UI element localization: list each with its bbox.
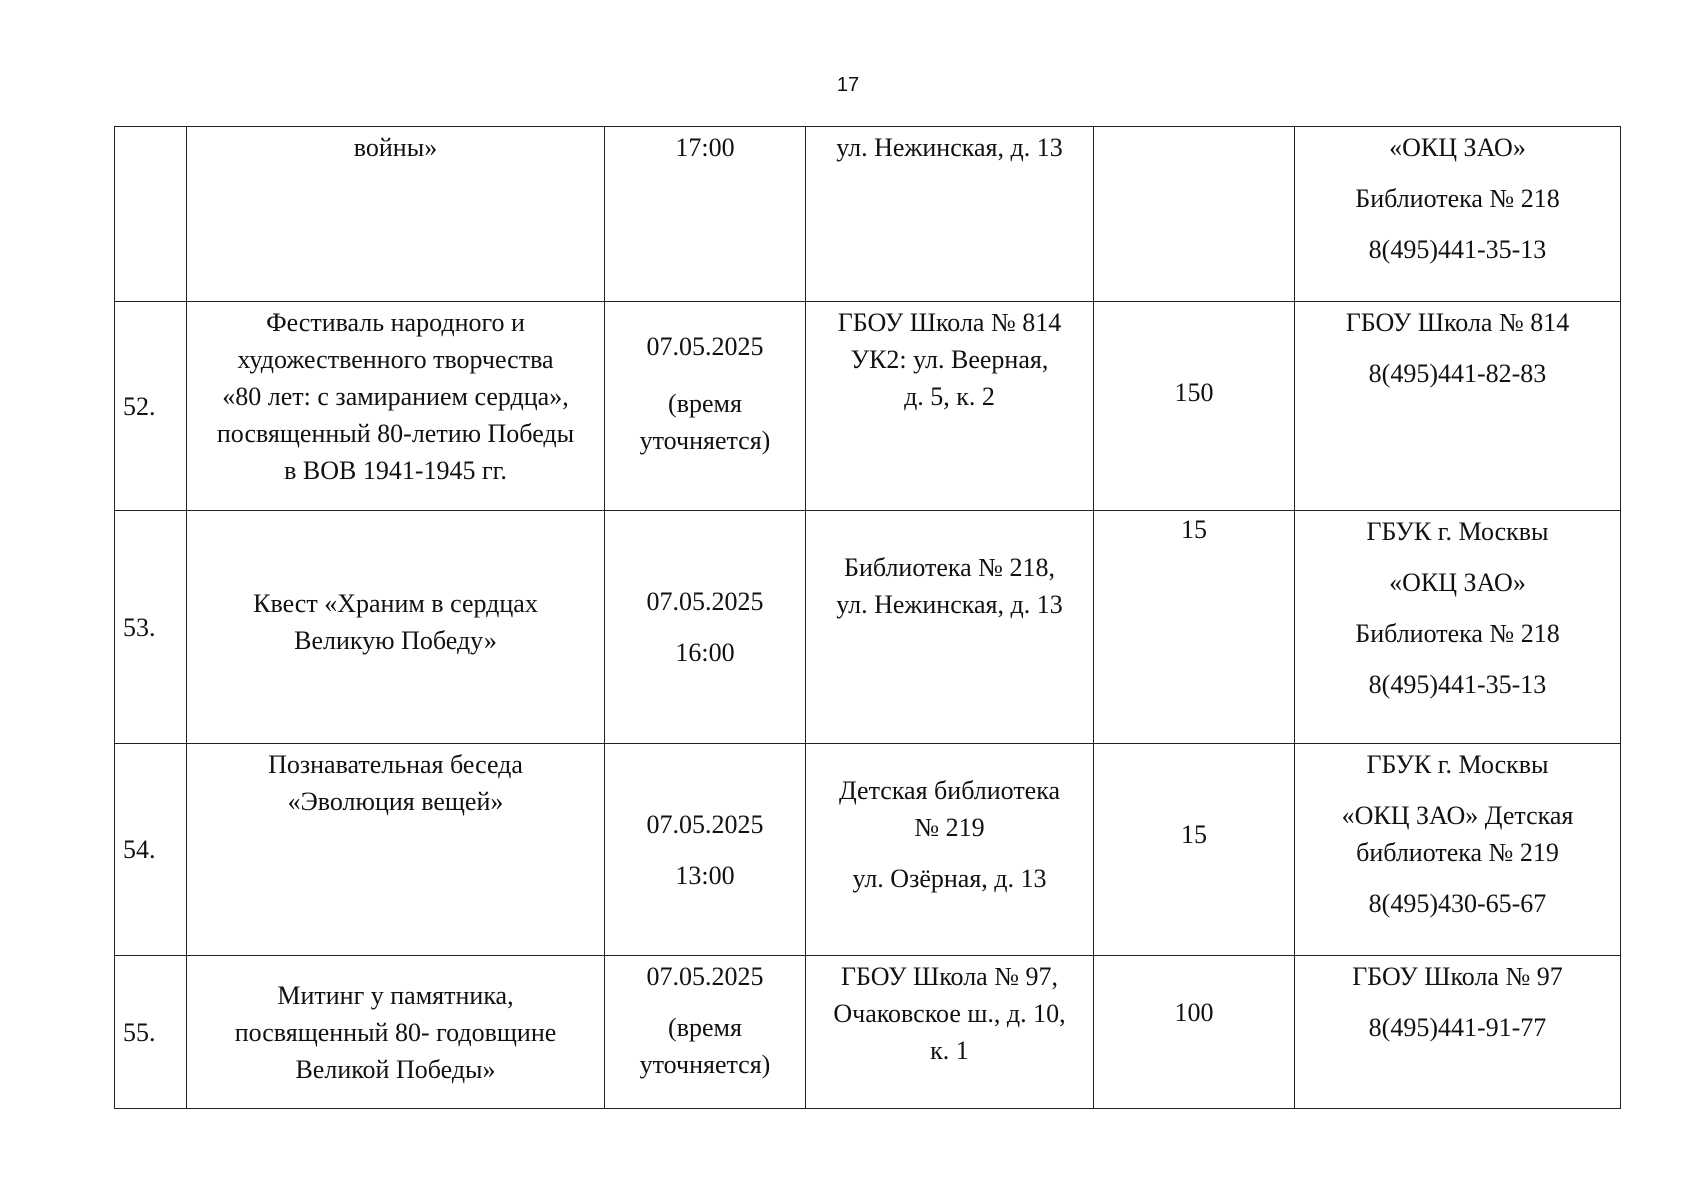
table-row — [115, 302, 1621, 511]
event-title: Фестиваль народного и художественного творчества «80 лет: с замиранием сердца», посвященный 80-летию Победы в ВОВ 1941-1945 гг. — [187, 302, 605, 511]
participants-count: 100 — [1094, 956, 1295, 1109]
event-place: ГБОУ Школа № 814 УК2: ул. Веерная, д. 5, к. 2 — [806, 302, 1094, 511]
event-organizer: ГБУК г. Москвы «ОКЦ ЗАО» Библиотека № 218 8(495)441-35-13 — [1295, 511, 1621, 744]
participants-count: 15 — [1094, 744, 1295, 956]
event-date: 17:00 — [605, 127, 806, 302]
events-table — [114, 126, 1621, 1109]
event-organizer: ГБОУ Школа № 97 8(495)441-91-77 — [1295, 956, 1621, 1109]
event-date: 07.05.2025 (время уточняется) — [605, 956, 806, 1109]
participants-count — [1094, 127, 1295, 302]
row-number: 54. — [115, 744, 187, 956]
event-title: войны» — [187, 127, 605, 302]
event-date: 07.05.2025 16:00 — [605, 511, 806, 744]
participants-count: 15 — [1094, 511, 1295, 744]
row-number: 53. — [115, 511, 187, 744]
row-number: 55. — [115, 956, 187, 1109]
event-organizer: ГБОУ Школа № 814 8(495)441-82-83 — [1295, 302, 1621, 511]
event-place: Детская библиотека № 219 ул. Озёрная, д. 13 — [806, 744, 1094, 956]
event-title: Познавательная беседа «Эволюция вещей» — [187, 744, 605, 956]
row-number — [115, 127, 187, 302]
participants-count: 150 — [1094, 302, 1295, 511]
table-row — [115, 511, 1621, 744]
event-place: Библиотека № 218, ул. Нежинская, д. 13 — [806, 511, 1094, 744]
event-title: Квест «Храним в сердцах Великую Победу» — [187, 511, 605, 744]
page-number: 17 — [836, 74, 860, 96]
event-date: 07.05.2025 13:00 — [605, 744, 806, 956]
table-row — [115, 956, 1621, 1109]
event-place: ул. Нежинская, д. 13 — [806, 127, 1094, 302]
table-row — [115, 127, 1621, 302]
event-organizer: ГБУК г. Москвы «ОКЦ ЗАО» Детская библиотека № 219 8(495)430-65-67 — [1295, 744, 1621, 956]
event-organizer: «ОКЦ ЗАО» Библиотека № 218 8(495)441-35-13 — [1295, 127, 1621, 302]
event-date: 07.05.2025 (время уточняется) — [605, 302, 806, 511]
row-number: 52. — [115, 302, 187, 511]
event-title: Митинг у памятника, посвященный 80- годовщине Великой Победы» — [187, 956, 605, 1109]
table-row — [115, 744, 1621, 956]
event-place: ГБОУ Школа № 97, Очаковское ш., д. 10, к. 1 — [806, 956, 1094, 1109]
